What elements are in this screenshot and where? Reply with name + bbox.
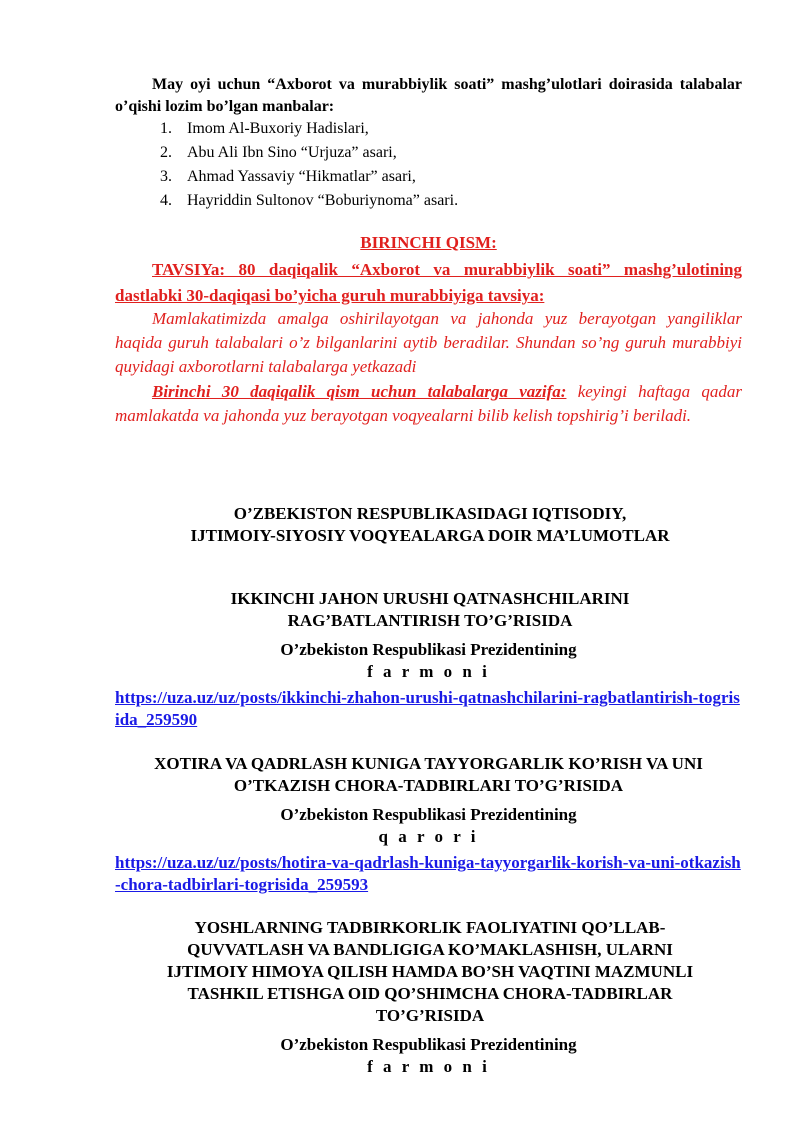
document-type: f a r m o n i [367,662,490,681]
document-issuer: O’zbekiston Respublikasi Prezidentining [280,1035,577,1054]
document-issuer: O’zbekiston Respublikasi Prezidentining [280,805,577,824]
document-type: f a r m o n i [367,1057,490,1076]
task-paragraph [115,380,742,428]
document-link[interactable]: https://uza.uz/uz/posts/ikkinchi-zhahon-urushi-qatnashchilarini-ragbatlantirish-togrisida_259590 [115,688,740,729]
document-type: q a r o r i [378,827,479,846]
list-item: 1. Imom Al-Buxoriy Hadislari, [160,120,369,137]
document-title: IKKINCHI JAHON URUSHI QATNASHCHILARINI RAG’BATLANTIRISH TO’G’RISIDA [230,589,630,630]
task-text: keyingi haftaga qadar mamlakatda va jahonda yuz berayotgan voqyealarni bilib kelish topshirig’i beriladi. [115,382,742,425]
intro-text: May oyi uchun “Axborot va murabbiylik soati” mashg’ulotlari doirasida talabalar o’qishi lozim bo’lgan manbalar: [115,76,742,115]
list-item: 2. Abu Ali Ibn Sino “Urjuza” asari, [160,144,397,161]
document-title: XOTIRA VA QADRLASH KUNIGA TAYYORGARLIK KO’RISH VA UNI O’TKAZISH CHORA-TADBIRLARI TO’G’RISIDA [154,754,703,795]
list-item: 4. Hayriddin Sultonov “Boburiynoma” asari. [160,192,459,209]
section-title: BIRINCHI QISM: [360,233,497,252]
main-heading: O’ZBEKISTON RESPUBLIKASIDAGI IQTISODIY, IJTIMOIY-SIYOSIY VOQYEALARGA DOIR MA’LUMOTLAR [190,504,670,545]
list-item: 3. Ahmad Yassaviy “Hikmatlar” asari, [160,168,416,185]
intro-paragraph [115,74,742,118]
document-link[interactable]: https://uza.uz/uz/posts/hotira-va-qadrlash-kuniga-tayyorgarlik-korish-va-uni-otkazish-chora-tadbirlari-togrisida_259593 [115,853,741,894]
section-paragraph: Mamlakatimizda amalga oshirilayotgan va jahonda yuz berayotgan yangiliklar haqida guruh talabalari o’z bilganlarini aytib beradilar. Shundan so’ng guruh murabbiyi quyidagi axborotlarni talabalarga yetkazadi [115,309,742,376]
tavsiya-paragraph: TAVSIYa: 80 daqiqalik “Axborot va murabbiylik soati” mashg’ulotining dastlabki 30-daqiqasi bo’yicha guruh murabbiyiga tavsiya: [115,260,742,305]
task-label: Birinchi 30 daqiqalik qism uchun talabalarga vazifa: [152,382,567,401]
document-title: YOSHLARNING TADBIRKORLIK FAOLIYATINI QO’LLAB-QUVVATLASH VA BANDLIGIGA KO’MAKLASHISH, ULARNI IJTIMOIY HIMOYA QILISH HAMDA BO’SH VAQTINI MAZMUNLI TASHKIL ETISHGA OID QO’SHIMCHA CHORA-TADBIRLAR TO’G’RISIDA [166,918,694,1025]
document-issuer: O’zbekiston Respublikasi Prezidentining [280,640,577,659]
sources-list [160,117,458,213]
